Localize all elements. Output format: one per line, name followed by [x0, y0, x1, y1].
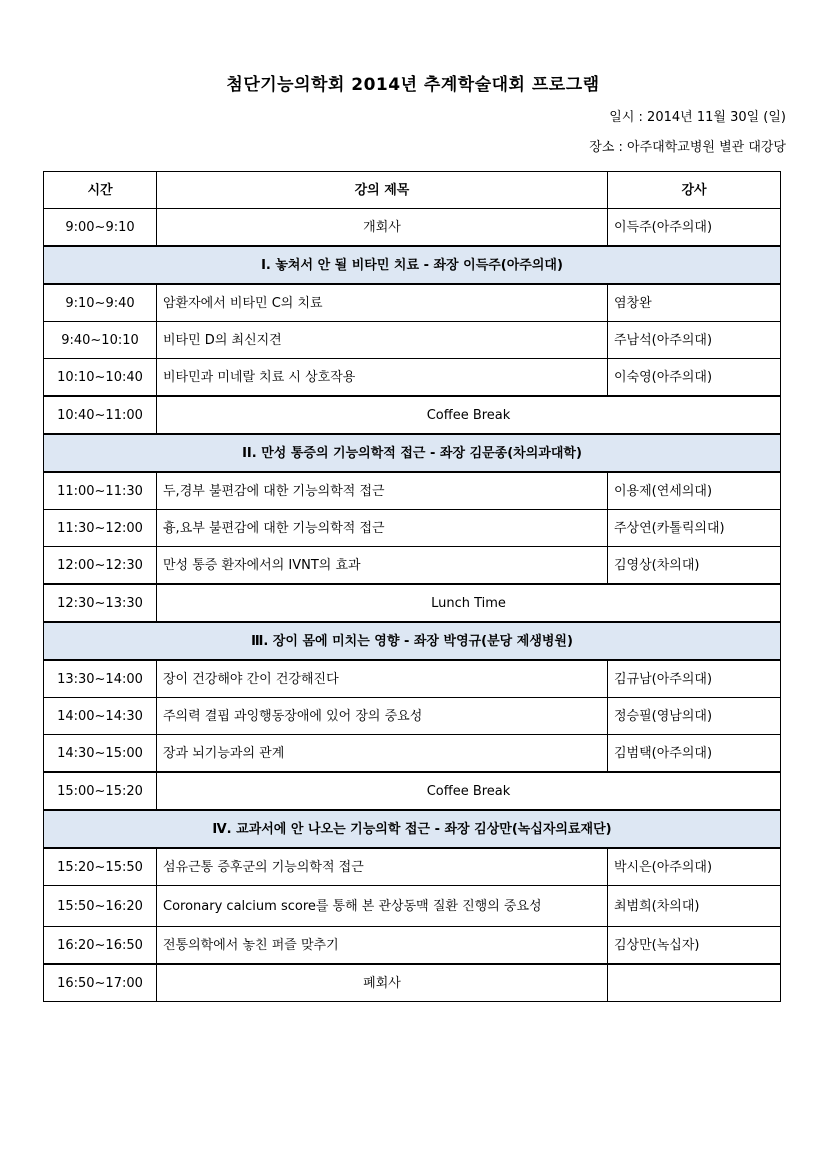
row-time: 14:30~15:00: [44, 735, 157, 773]
row-title: 섬유근통 증후군의 기능의학적 접근: [157, 848, 608, 886]
table-row: [44, 927, 781, 965]
table-row: [44, 698, 781, 735]
row-lecturer: 정승필(영남의대): [608, 698, 781, 735]
table-header-row: [44, 172, 781, 209]
row-time: 15:50~16:20: [44, 886, 157, 927]
document-title: 첨단기능의학회 2014년 추계학술대회 프로그램: [226, 75, 600, 95]
row-lecturer: 주남석(아주의대): [608, 322, 781, 359]
row-lecturer: 주상연(카톨릭의대): [608, 510, 781, 547]
table-row: [44, 209, 781, 247]
table-row: [44, 886, 781, 927]
row-lecturer: [608, 964, 781, 1002]
row-title: 흉,요부 불편감에 대한 기능의학적 접근: [157, 510, 608, 547]
row-title: 비타민과 미네랄 치료 시 상호작용: [157, 359, 608, 397]
break-time: 12:30~13:30: [44, 584, 157, 622]
row-title: 주의력 결핍 과잉행동장애에 있어 장의 중요성: [157, 698, 608, 735]
row-time: 10:10~10:40: [44, 359, 157, 397]
row-time: 16:20~16:50: [44, 927, 157, 965]
section-heading: Ⅳ. 교과서에 안 나오는 기능의학 접근 - 좌장 김상만(녹십자의료재단): [44, 810, 781, 848]
row-lecturer: 이용제(연세의대): [608, 472, 781, 510]
row-title: 장과 뇌기능과의 관계: [157, 735, 608, 773]
row-lecturer: 최범희(차의대): [608, 886, 781, 927]
section-heading-row: [44, 246, 781, 284]
row-lecturer: 이숙영(아주의대): [608, 359, 781, 397]
section-heading: II. 만성 통증의 기능의학적 접근 - 좌장 김문종(차의과대학): [44, 434, 781, 472]
table-row: [44, 735, 781, 773]
section-heading-row: [44, 810, 781, 848]
break-row: [44, 584, 781, 622]
row-title: 만성 통증 환자에서의 IVNT의 효과: [157, 547, 608, 585]
row-title: 암환자에서 비타민 C의 치료: [157, 284, 608, 322]
row-title: Coronary calcium score를 통해 본 관상동맥 질환 진행의 중요성: [157, 886, 608, 927]
header-lecturer: 강사: [608, 172, 781, 209]
row-lecturer: 이득주(아주의대): [608, 209, 781, 247]
row-time: 9:40~10:10: [44, 322, 157, 359]
row-time: 11:00~11:30: [44, 472, 157, 510]
row-time: 13:30~14:00: [44, 660, 157, 698]
row-lecturer: 김상만(녹십자): [608, 927, 781, 965]
row-time: 9:00~9:10: [44, 209, 157, 247]
table-row: [44, 284, 781, 322]
break-label: Lunch Time: [157, 584, 781, 622]
header-time: 시간: [44, 172, 157, 209]
table-row: [44, 322, 781, 359]
row-title: 개회사: [157, 209, 608, 247]
table-row: [44, 848, 781, 886]
table-row: [44, 660, 781, 698]
event-place: 장소 : 아주대학교병원 별관 대강당: [589, 140, 786, 155]
table-row: [44, 359, 781, 397]
break-label: Coffee Break: [157, 772, 781, 810]
break-row: [44, 772, 781, 810]
row-title: 전통의학에서 놓친 퍼즐 맞추기: [157, 927, 608, 965]
row-title: 장이 건강해야 간이 건강해진다: [157, 660, 608, 698]
row-lecturer: 김범택(아주의대): [608, 735, 781, 773]
row-time: 14:00~14:30: [44, 698, 157, 735]
section-heading: Ⅰ. 놓쳐서 안 될 비타민 치료 - 좌장 이득주(아주의대): [44, 246, 781, 284]
section-heading: Ⅲ. 장이 몸에 미치는 영향 - 좌장 박영규(분당 제생병원): [44, 622, 781, 660]
table-row: [44, 547, 781, 585]
header-title: 강의 제목: [157, 172, 608, 209]
row-time: 15:20~15:50: [44, 848, 157, 886]
row-lecturer: 박시은(아주의대): [608, 848, 781, 886]
row-time: 12:00~12:30: [44, 547, 157, 585]
table-row: [44, 964, 781, 1002]
break-label: Coffee Break: [157, 396, 781, 434]
table-row: [44, 510, 781, 547]
row-lecturer: 김규남(아주의대): [608, 660, 781, 698]
row-title: 폐회사: [157, 964, 608, 1002]
section-heading-row: [44, 434, 781, 472]
row-lecturer: 염창완: [608, 284, 781, 322]
table-row: [44, 472, 781, 510]
break-time: 15:00~15:20: [44, 772, 157, 810]
row-time: 9:10~9:40: [44, 284, 157, 322]
row-lecturer: 김영상(차의대): [608, 547, 781, 585]
break-row: [44, 396, 781, 434]
program-table: [43, 171, 781, 1002]
row-time: 16:50~17:00: [44, 964, 157, 1002]
event-date: 일시 : 2014년 11월 30일 (일): [609, 110, 786, 125]
row-title: 두,경부 불편감에 대한 기능의학적 접근: [157, 472, 608, 510]
break-time: 10:40~11:00: [44, 396, 157, 434]
row-time: 11:30~12:00: [44, 510, 157, 547]
section-heading-row: [44, 622, 781, 660]
row-title: 비타민 D의 최신지견: [157, 322, 608, 359]
